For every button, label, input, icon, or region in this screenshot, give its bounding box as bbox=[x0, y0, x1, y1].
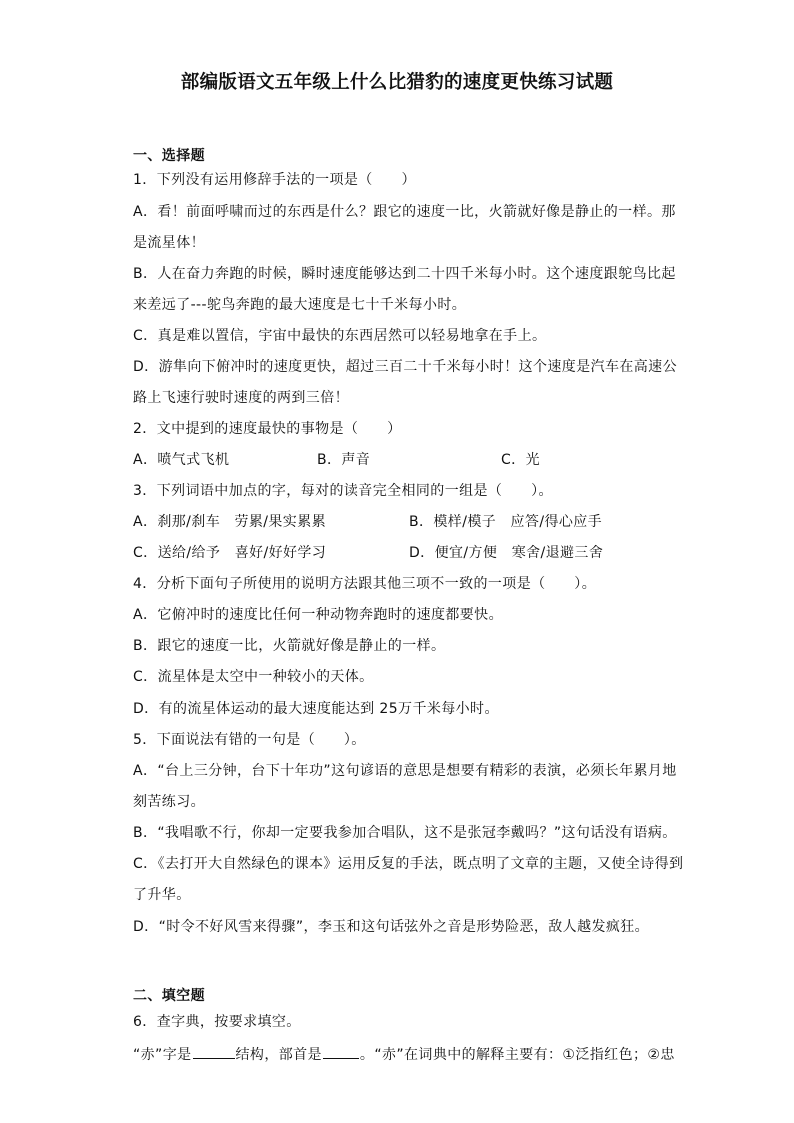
q4-option-b: B．跟它的速度一比，火箭就好像是静止的一样。 bbox=[133, 638, 446, 654]
q6-blank-radical[interactable] bbox=[323, 1043, 359, 1059]
q1-option-b-line1: B．人在奋力奔跑的时候，瞬时速度能够达到二十四千米每小时。这个速度跟鸵鸟比起 bbox=[133, 266, 676, 282]
q6-text-1: “赤”字是 bbox=[133, 1047, 192, 1063]
q4-option-c: C．流星体是太空中一种较小的天体。 bbox=[133, 669, 374, 685]
q6-stem: 6．查字典，按要求填空。 bbox=[133, 1014, 301, 1030]
q2-options-row bbox=[133, 450, 693, 470]
q2-stem: 2．文中提到的速度最快的事物是（ ） bbox=[133, 421, 402, 437]
q3-options-row-1 bbox=[133, 512, 693, 532]
q1-option-d-line1: D．游隼向下俯冲时的速度更快，超过三百二十千米每小时！这个速度是汽车在高速公 bbox=[133, 359, 677, 375]
q3-option-a: A．刹那/刹车 劳累/果实累累 bbox=[133, 514, 327, 530]
q3-options-row-2 bbox=[133, 543, 693, 563]
q6-text-3: 。“赤”在词典中的解释主要有：①泛指红色；②忠 bbox=[359, 1047, 675, 1063]
q1-stem: 1．下列没有运用修辞手法的一项是（ ） bbox=[133, 172, 416, 188]
q3-option-d: D．便宜/方便 寒舍/退避三舍 bbox=[409, 545, 604, 561]
q1-option-a-line1: A．看！前面呼啸而过的东西是什么？跟它的速度一比，火箭就好像是静止的一样。那 bbox=[133, 204, 676, 220]
q1-option-a-line2: 是流星体！ bbox=[133, 235, 205, 251]
q4-stem: 4．分析下面句子所使用的说明方法跟其他三项不一致的一项是（ ）。 bbox=[133, 576, 597, 592]
q4-option-a: A．它俯冲时的速度比任何一种动物奔跑时的速度都要快。 bbox=[133, 607, 503, 623]
q6-text-2: 结构，部首是 bbox=[235, 1047, 322, 1063]
q1-option-b-line2: 来差远了---鸵鸟奔跑的最大速度是七十千米每小时。 bbox=[133, 297, 467, 313]
q2-option-c: C．光 bbox=[501, 452, 540, 468]
q5-stem: 5．下面说法有错的一句是（ ）。 bbox=[133, 732, 366, 748]
section-heading-fill: 二、填空题 bbox=[133, 988, 205, 1004]
q1-option-d-line2: 路上飞速行驶时速度的两到三倍！ bbox=[133, 390, 349, 406]
q2-option-a: A．喷气式飞机 bbox=[133, 452, 230, 468]
q1-option-c: C．真是难以置信，宇宙中最快的东西居然可以轻易地拿在手上。 bbox=[133, 328, 547, 344]
q3-option-b: B．模样/模子 应答/得心应手 bbox=[409, 514, 603, 530]
q5-option-c-line1: C．《去打开大自然绿色的课本》运用反复的手法，既点明了文章的主题，又使全诗得到 bbox=[133, 856, 684, 872]
q4-option-d: D．有的流星体运动的最大速度能达到 25万千米每小时。 bbox=[133, 701, 499, 717]
q6-blank-structure[interactable] bbox=[193, 1043, 235, 1059]
q5-option-c-line2: 了升华。 bbox=[133, 887, 191, 903]
page-title: 部编版语文五年级上什么比猎豹的速度更快练习试题 bbox=[180, 72, 614, 93]
q5-option-a-line1: A．“台上三分钟，台下十年功”这句谚语的意思是想要有精彩的表演，必须长年累月地 bbox=[133, 763, 677, 779]
q5-option-d: D．“时令不好风雪来得骤”，李玉和这句话弦外之音是形势险恶，敌人越发疯狂。 bbox=[133, 919, 650, 935]
section-heading-choice: 一、选择题 bbox=[133, 148, 205, 164]
q3-option-c: C．送给/给予 喜好/好好学习 bbox=[133, 545, 327, 561]
q6-line bbox=[133, 1043, 675, 1065]
q3-stem: 3．下列词语中加点的字，每对的读音完全相同的一组是（ ）。 bbox=[133, 483, 553, 499]
q5-option-a-line2: 刻苦练习。 bbox=[133, 794, 205, 810]
q2-option-b: B．声音 bbox=[317, 452, 371, 468]
q5-option-b: B．“我唱歌不行，你却一定要我参加合唱队，这不是张冠李戴吗？”这句话没有语病。 bbox=[133, 825, 677, 841]
